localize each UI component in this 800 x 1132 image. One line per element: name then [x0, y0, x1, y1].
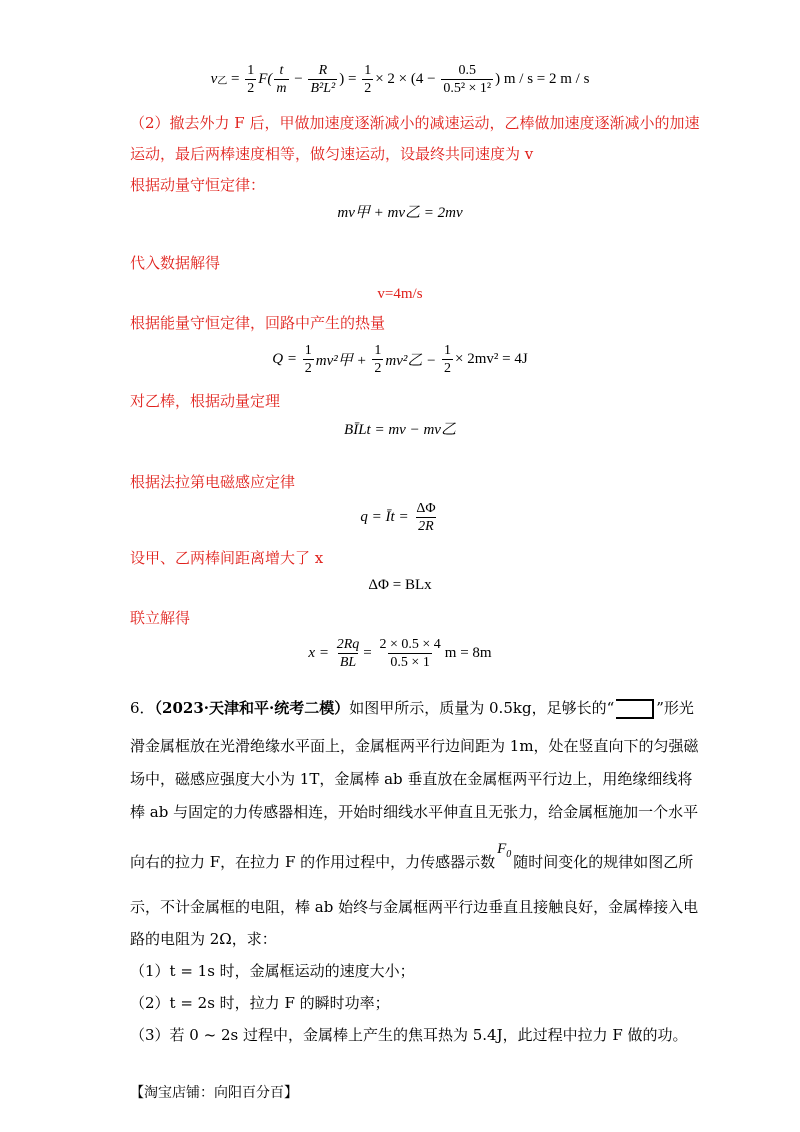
equation-momentum: mv甲 + mv乙 = 2mv — [337, 205, 463, 221]
eq-F: F( — [258, 71, 273, 87]
question-6-line-7: 路的电阻为 2Ω，求： — [130, 930, 277, 948]
question-source: （2023·天津和平·统考二模） — [154, 699, 350, 717]
bracket-shape-icon — [616, 699, 654, 719]
distance-label: 设甲、乙两棒间距离增大了 x — [130, 549, 324, 567]
fraction-t-m: $\frac{t}{m}$ — [276, 63, 287, 96]
solve-label: 联立解得 — [130, 609, 191, 627]
eq-mid: ) = — [339, 71, 357, 87]
question-6-line-1: 6．（2023·天津和平·统考二模）如图甲所示，质量为 0.5kg，足够长的“ ”形光 — [130, 699, 694, 717]
fraction-R-BL: $\frac{R}{\text{B²L²}}$ — [310, 63, 336, 96]
fraction-half-2: $\frac{1}{2}$ — [364, 63, 372, 96]
equation-energy: Q = $\frac{1}{2}$ mv²甲 + $\frac{1}{2}$ mv²乙 − $\frac{1}{2}$ × 2mv² = 4J — [272, 343, 528, 376]
p2-line-2: 运动，最后两棒速度相等，做匀速运动，设最终共同速度为 v — [130, 145, 534, 163]
equation-v-yi: v 乙 = $\frac{1}{2}$ F( $\frac{t}{m}$ − $\frac{R}{\text{B²L²}}$ ) = $\frac{1}{2}$ × 2 × (4 − $\frac{0.5}{\text{0.5² × 1²}}$ ) m / s = 2 m / s — [210, 63, 590, 96]
substitute-label: 代入数据解得 — [130, 254, 221, 272]
p2-line-1: （2）撤去外力 F 后，甲做加速度逐渐减小的减速运动，乙棒做加速度逐渐减小的加速 — [130, 114, 700, 132]
question-6-line-2: 滑金属框放在光滑绝缘水平面上，金属框两平行边间距为 1m，处在竖直向下的匀强磁 — [130, 737, 699, 755]
energy-label: 根据能量守恒定律，回路中产生的热量 — [130, 314, 386, 332]
equation-impulse: BĪLt = mv − mv乙 — [344, 422, 456, 438]
question-6-line-4: 棒 ab 与固定的力传感器相连，开始时细线水平伸直且无张力，给金属框施加一个水平 — [130, 803, 699, 821]
eq-lhs: v — [210, 71, 218, 87]
equation-flux: ΔΦ = BLx — [368, 577, 432, 593]
footer-store-label: 【淘宝店铺：向阳百分百】 — [130, 1085, 298, 1101]
sub-question-1: （1）t = 1s 时，金属框运动的速度大小； — [130, 962, 415, 980]
fraction-values: $\frac{0.5}{\text{0.5² × 1²}}$ — [443, 63, 492, 96]
question-6-line-3: 场中，磁感应强度大小为 1T，金属棒 ab 垂直放在金属框两平行边上，用绝缘细线将 — [130, 770, 693, 788]
sub-question-2: （2）t = 2s 时，拉力 F 的瞬时功率； — [130, 994, 390, 1012]
impulse-label: 对乙棒，根据动量定理 — [130, 392, 281, 410]
momentum-label: 根据动量守恒定律： — [130, 176, 266, 194]
eq-lhs-sub: 乙 — [217, 76, 228, 87]
question-number: 6． — [130, 699, 155, 717]
fraction-half: $\frac{1}{2}$ — [247, 63, 255, 96]
equation-x: x = $\frac{2Rq}{BL}$ = $\frac{2 \times 0.5 \times 4}{0.5 \times 1}$ m = 8m — [308, 637, 492, 670]
eq-expr: × 2 × (4 − — [375, 71, 436, 87]
sensor-reading-symbol: $F_0$ — [497, 841, 512, 860]
eq-tail: ) m / s = 2 m / s — [495, 71, 590, 87]
equation-faraday: q = Īt = $\frac{\Delta\Phi}{2R}$ — [360, 501, 436, 534]
question-6-line-6: 示，不计金属框的电阻，棒 ab 始终与金属框两平行边垂直且接触良好，金属棒接入电 — [130, 898, 699, 916]
question-6-line-5: 向右的拉力 F，在拉力 F 的作用过程中，力传感器示数$F_0$ 随时间变化的规律如图乙所 — [130, 841, 694, 871]
sub-question-3: （3）若 0 ~ 2s 过程中，金属棒上产生的焦耳热为 5.4J，此过程中拉力 F 做的功。 — [130, 1026, 688, 1044]
faraday-label: 根据法拉第电磁感应定律 — [130, 473, 296, 491]
v-result: v=4m/s — [377, 286, 423, 302]
